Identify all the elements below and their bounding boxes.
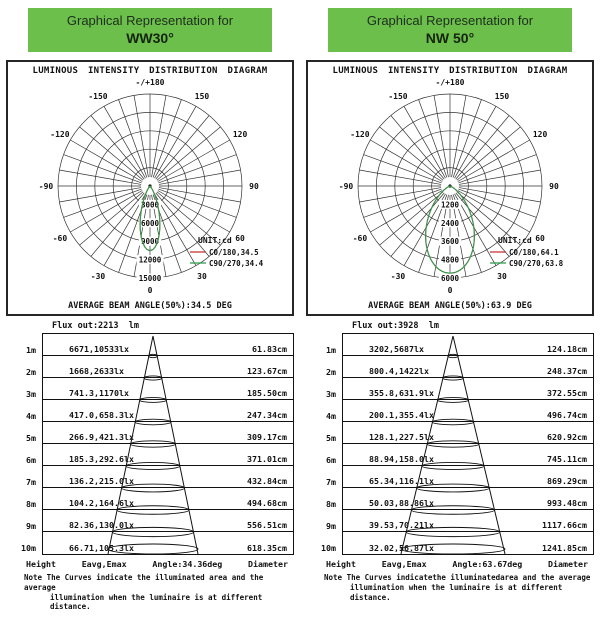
table-row <box>343 444 593 466</box>
table-row <box>343 422 593 444</box>
angle-tick-label: -/+180 <box>435 78 465 87</box>
ring-value-label: 6000 <box>140 218 160 228</box>
diagram-title: LUMINOUS INTENSITY DISTRIBUTION DIAGRAM <box>32 66 268 76</box>
table-row <box>43 444 293 466</box>
footer-eavg-emax-label: Eavg,Emax <box>81 559 127 569</box>
height-label: 1m <box>26 345 36 355</box>
angle-tick-label: -150 <box>388 91 408 101</box>
legend-label: C90/270,63.8 <box>509 259 564 268</box>
diagram-title: LUMINOUS INTENSITY DISTRIBUTION DIAGRAM <box>332 66 568 76</box>
diameter-value: 248.37cm <box>547 366 587 376</box>
beam-table <box>306 333 594 555</box>
distribution-diagram-box <box>6 60 294 316</box>
ring-value-label: 3000 <box>140 200 160 210</box>
table-row <box>43 422 293 444</box>
footer-diameter-label: Diameter <box>248 559 288 569</box>
table-row <box>343 356 593 378</box>
table-row <box>343 466 593 488</box>
height-column <box>306 333 342 555</box>
eavg-emax-value: 128.1,227.5lx <box>369 432 434 442</box>
average-beam-angle-label: AVERAGE BEAM ANGLE(50%):34.5 DEG <box>68 301 232 311</box>
note-line1: Note The Curves indicatethe illuminatedarea and the average <box>324 573 591 582</box>
eavg-emax-value: 3202,5687lx <box>369 344 424 354</box>
table-row <box>43 510 293 532</box>
header-variant: WW30° <box>126 30 174 46</box>
table-row <box>343 488 593 510</box>
table-row <box>43 532 293 554</box>
average-beam-angle-label: AVERAGE BEAM ANGLE(50%):63.9 DEG <box>368 301 532 311</box>
legend <box>490 236 564 268</box>
height-label: 3m <box>326 389 336 399</box>
eavg-emax-value: 88.94,158.0lx <box>369 454 434 464</box>
angle-tick-label: 120 <box>232 130 248 139</box>
height-label: 6m <box>326 455 336 465</box>
beam-table-rows <box>43 334 293 554</box>
eavg-emax-value: 417.0,658.3lx <box>69 410 134 420</box>
footer-height-label: Height <box>326 559 356 569</box>
height-column <box>6 333 42 555</box>
angle-tick-label: 150 <box>194 91 210 101</box>
eavg-emax-value: 200.1,355.4lx <box>369 410 434 420</box>
eavg-emax-value: 185.3,292.6lx <box>69 454 134 464</box>
ring-value-label: 15000 <box>138 274 162 283</box>
angle-tick-label: -30 <box>90 272 106 282</box>
angle-tick-label: 30 <box>497 272 507 282</box>
footer-height-label: Height <box>26 559 56 569</box>
legend-label: C90/270,34.4 <box>209 259 264 268</box>
diameter-value: 185.50cm <box>247 388 287 398</box>
ring-value-label: 12000 <box>138 255 162 265</box>
angle-tick-label: -60 <box>352 234 368 243</box>
height-label: 7m <box>26 477 36 487</box>
height-label: 9m <box>326 521 336 531</box>
angle-tick-label: 90 <box>249 182 259 191</box>
angle-tick-label: 150 <box>494 91 510 101</box>
height-label: 5m <box>26 433 36 443</box>
angle-tick-label: -90 <box>38 182 54 191</box>
height-label: 2m <box>26 367 36 377</box>
angle-tick-label: -60 <box>52 234 68 243</box>
header-title: Graphical Representation for <box>366 13 534 28</box>
note-line1: Note The Curves indicate the illuminated area and the average <box>24 573 264 592</box>
header-variant: NW 50° <box>425 30 475 46</box>
diameter-value: 494.68cm <box>247 498 287 508</box>
beam-table-box <box>42 333 294 555</box>
diameter-value: 61.83cm <box>252 344 287 354</box>
height-label: 1m <box>326 345 336 355</box>
angle-tick-label: 60 <box>235 234 245 243</box>
angle-tick-label: -/+180 <box>135 78 165 87</box>
height-label: 8m <box>26 499 36 509</box>
angle-tick-label: 90 <box>549 182 559 191</box>
ring-value-label: 6000 <box>440 274 460 283</box>
angle-tick-label: -150 <box>88 91 108 101</box>
ring-value-label: 2400 <box>440 218 460 228</box>
diameter-value: 1117.66cm <box>542 520 587 530</box>
height-label: 2m <box>326 367 336 377</box>
eavg-emax-value: 6671,10533lx <box>69 344 129 354</box>
diameter-value: 1241.85cm <box>542 543 587 553</box>
diameter-value: 124.18cm <box>547 344 587 354</box>
header-title: Graphical Representation for <box>66 13 234 28</box>
table-row <box>343 532 593 554</box>
diameter-value: 556.51cm <box>247 520 287 530</box>
table-footer <box>306 559 594 569</box>
angle-tick-label: 0 <box>447 286 453 295</box>
distribution-diagram-box <box>306 60 594 316</box>
flux-output-label: Flux out:3928 lm <box>352 321 439 331</box>
diameter-value: 247.34cm <box>247 410 287 420</box>
panel-header <box>28 8 272 52</box>
height-label: 3m <box>26 389 36 399</box>
legend-label: C0/180,64.1 <box>509 248 559 257</box>
note-line2: illumination when the luminaire is at different distance. <box>350 582 563 602</box>
table-row <box>43 488 293 510</box>
polar-chart-svg <box>11 76 289 314</box>
angle-tick-label: -30 <box>390 272 406 282</box>
height-label: 4m <box>326 411 336 421</box>
height-label: 4m <box>26 411 36 421</box>
angle-tick-label: 0 <box>147 286 153 295</box>
angle-tick-label: 60 <box>535 234 545 243</box>
note <box>24 573 296 612</box>
eavg-emax-value: 136.2,215.0lx <box>69 476 134 486</box>
height-label: 6m <box>26 455 36 465</box>
beam-table-box <box>342 333 594 555</box>
note <box>324 573 596 602</box>
polar-chart-area <box>308 76 592 314</box>
footer-eavg-emax-label: Eavg,Emax <box>381 559 427 569</box>
eavg-emax-value: 355.8,631.9lx <box>369 388 434 398</box>
diameter-value: 432.84cm <box>247 476 287 486</box>
diameter-value: 993.48cm <box>547 498 587 508</box>
eavg-emax-value: 104.2,164.6lx <box>69 498 134 508</box>
eavg-emax-value: 32.02,56.87lx <box>369 543 434 553</box>
ring-value-label: 4800 <box>440 255 460 265</box>
diameter-value: 372.55cm <box>547 388 587 398</box>
note-line2: illumination when the luminaire is at different distance. <box>50 592 263 612</box>
legend <box>190 236 264 268</box>
flux-output-label: Flux out:2213 lm <box>52 321 139 331</box>
eavg-emax-value: 65.34,116.1lx <box>369 476 434 486</box>
diameter-value: 371.01cm <box>247 454 287 464</box>
diameter-value: 620.92cm <box>547 432 587 442</box>
eavg-emax-value: 800.4,1422lx <box>369 366 429 376</box>
table-row <box>43 334 293 356</box>
eavg-emax-value: 741.3,1170lx <box>69 388 129 398</box>
beam-table <box>6 333 294 555</box>
diameter-value: 869.29cm <box>547 476 587 486</box>
height-label: 8m <box>326 499 336 509</box>
angle-tick-label: 30 <box>197 272 207 282</box>
panel-nw50 <box>304 6 596 612</box>
diameter-value: 496.74cm <box>547 410 587 420</box>
diameter-value: 745.11cm <box>547 454 587 464</box>
ring-value-label: 1200 <box>440 200 460 210</box>
eavg-emax-value: 50.03,88.86lx <box>369 498 434 508</box>
ring-value-label: 9000 <box>140 237 160 247</box>
beam-table-rows <box>343 334 593 554</box>
polar-chart-area <box>8 76 292 314</box>
height-label: 5m <box>326 433 336 443</box>
angle-tick-label: -120 <box>350 130 370 139</box>
eavg-emax-value: 82.36,130.0lx <box>69 520 134 530</box>
unit-label: UNIT:cd <box>498 236 532 245</box>
footer-angle-label: Angle:34.36deg <box>152 559 223 569</box>
table-row <box>343 510 593 532</box>
height-label: 10m <box>21 543 36 553</box>
height-label: 7m <box>326 477 336 487</box>
table-footer <box>6 559 294 569</box>
ring-value-label: 3600 <box>440 237 460 247</box>
unit-label: UNIT:cd <box>198 236 232 245</box>
table-row <box>343 378 593 400</box>
polar-chart-svg <box>311 76 589 314</box>
eavg-emax-value: 66.71,105.3lx <box>69 543 134 553</box>
eavg-emax-value: 39.53,70.21lx <box>369 520 434 530</box>
angle-tick-label: 120 <box>532 130 548 139</box>
footer-diameter-label: Diameter <box>548 559 588 569</box>
height-label: 10m <box>321 543 336 553</box>
diameter-value: 309.17cm <box>247 432 287 442</box>
angle-tick-label: -90 <box>338 182 354 191</box>
eavg-emax-value: 1668,2633lx <box>69 366 124 376</box>
table-row <box>343 400 593 422</box>
table-row <box>43 378 293 400</box>
diameter-value: 123.67cm <box>247 366 287 376</box>
table-row <box>43 356 293 378</box>
table-row <box>43 400 293 422</box>
diameter-value: 618.35cm <box>247 543 287 553</box>
panel-header <box>328 8 572 52</box>
height-label: 9m <box>26 521 36 531</box>
legend-label: C0/180,34.5 <box>209 248 259 257</box>
eavg-emax-value: 266.9,421.3lx <box>69 432 134 442</box>
panel-ww30 <box>4 6 296 612</box>
table-row <box>343 334 593 356</box>
footer-angle-label: Angle:63.67deg <box>452 559 523 569</box>
table-row <box>43 466 293 488</box>
angle-tick-label: -120 <box>50 130 70 139</box>
